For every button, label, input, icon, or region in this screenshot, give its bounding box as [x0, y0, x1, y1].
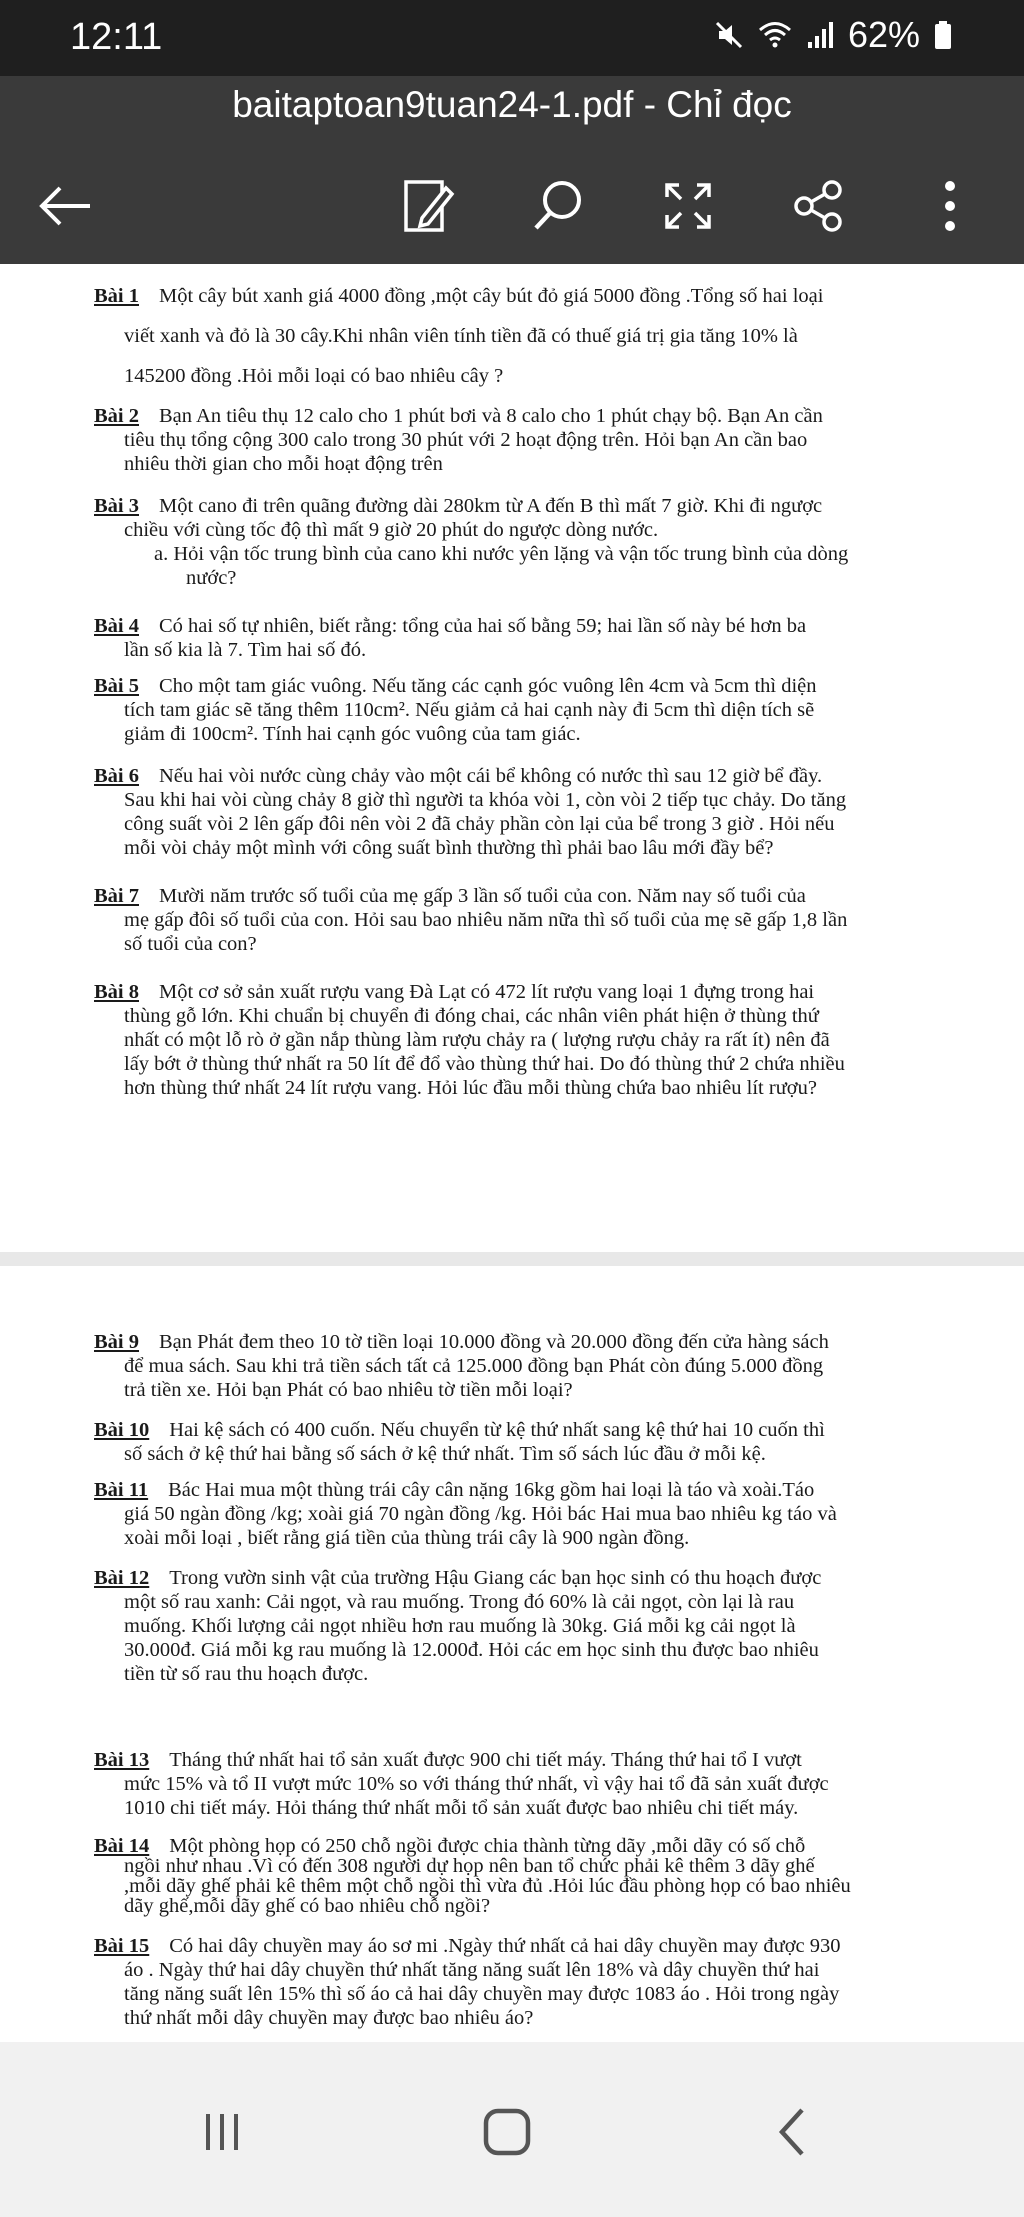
- status-bar: [0, 0, 1024, 76]
- recent-apps-button[interactable]: [182, 2092, 262, 2172]
- problem-5: Bài 5 Cho một tam giác vuông. Nếu tăng các cạnh góc vuông lên 4cm và 5cm thì diện tích tam giác sẽ tăng thêm 110cm². Nếu giảm cả hai cạnh này đi 5cm thì diện tích sẽ giảm đi 100cm². Tính hai cạnh góc vuông của tam giác.: [94, 675, 817, 745]
- back-chevron-icon: [772, 2106, 812, 2158]
- mute-icon: [714, 20, 744, 50]
- problem-6: Bài 6 Nếu hai vòi nước cùng chảy vào một cái bể không có nước thì sau 12 giờ bể đầy. Sau khi hai vòi cùng chảy 8 giờ thì người ta khóa vòi 1, còn vòi 2 tiếp tục chảy. Do tăng công suất vòi 2 lên gấp đôi nên vòi 2 đã chảy phần còn lại của bể trong 3 giờ . Hỏi nếu mỗi vòi chảy một mình với công suất bình thường thì phải bao lâu mới đầy bể?: [94, 765, 847, 859]
- problem-9: Bài 9 Bạn Phát đem theo 10 tờ tiền loại 10.000 đồng và 20.000 đồng đến cửa hàng sách để mua sách. Sau khi trả tiền sách tất cả 125.000 đồng bạn Phát còn đúng 5.000 đồng trả tiền xe. Hỏi bạn Phát có bao nhiêu tờ tiền mỗi loại?: [94, 1331, 829, 1401]
- navigation-bar: [0, 2042, 1024, 2217]
- problem-7: Bài 7 Mười năm trước số tuổi của mẹ gấp 3 lần số tuổi của con. Năm nay số tuổi của mẹ gấp đôi số tuổi của con. Hỏi sau bao nhiêu năm nữa thì số tuổi của mẹ sẽ gấp 1,8 lần số tuổi của con?: [94, 885, 848, 955]
- battery-text: 62%: [847, 14, 920, 55]
- problem-13: Bài 13 Tháng thứ nhất hai tổ sản xuất được 900 chi tiết máy. Tháng thứ hai tổ I vượt mức 15% và tổ II vượt mức 10% so với tháng thứ nhất, vì vậy hai tổ đã sản xuất được 1010 chi tiết máy. Hỏi tháng thứ nhất mỗi tổ sản xuất được bao nhiêu chi tiết máy.: [94, 1749, 829, 1819]
- signal-icon: [806, 20, 834, 50]
- fullscreen-icon: [661, 179, 715, 233]
- share-icon: [790, 178, 846, 234]
- home-icon: [481, 2106, 533, 2158]
- problem-4: Bài 4 Có hai số tự nhiên, biết rằng: tổng của hai số bằng 59; hai lần số này bé hơn ba lần số kia là 7. Tìm hai số đó.: [94, 615, 807, 661]
- problem-3: Bài 3 Một cano đi trên quãng đường dài 280km từ A đến B thì mất 7 giờ. Khi đi ngược chiều với cùng tốc độ thì mất 9 giờ 20 phút do ngược dòng nước. a. Hỏi vận tốc trung bình của cano khi nước yên lặng và vận tốc trung bình của dòng nước?: [94, 495, 849, 589]
- recent-apps-icon: [200, 2110, 244, 2154]
- app-bar: [0, 76, 1024, 264]
- search-icon: [528, 176, 588, 236]
- share-button[interactable]: [778, 166, 858, 246]
- problem-2: Bài 2 Bạn An tiêu thụ 12 calo cho 1 phút bơi và 8 calo cho 1 phút chạy bộ. Bạn An cần tiêu thụ tổng cộng 300 calo trong 30 phút với 2 hoạt động trên. Hỏi bạn An cần bao nhiêu thời gian cho mỗi hoạt động trên: [94, 405, 823, 475]
- status-time: 12:11: [70, 16, 163, 58]
- edit-icon: [400, 176, 456, 236]
- problem-14: Bài 14 Một phòng họp có 250 chỗ ngồi được chia thành từng dãy ,mỗi dãy có số chỗ ngồi như nhau .Vì có đến 308 người dự họp nên ban tổ chức phải kê thêm 3 dãy ghế ,mỗi dãy ghế phải kê thêm một chỗ ngồi thì vừa đủ .Hỏi lúc đầu phòng họp có bao nhiêu dãy ghế,mỗi dãy ghế có bao nhiêu chỗ ngồi?: [94, 1835, 851, 1917]
- more-options-button[interactable]: [910, 166, 990, 246]
- edit-button[interactable]: [388, 166, 468, 246]
- search-button[interactable]: [518, 166, 598, 246]
- battery-icon: [934, 20, 952, 50]
- document-title: baitaptoan9tuan24-1.pdf - Chỉ đọc: [232, 84, 792, 125]
- fullscreen-button[interactable]: [648, 166, 728, 246]
- wifi-icon: [758, 20, 792, 50]
- problem-1: Bài 1 Một cây bút xanh giá 4000 đồng ,một cây bút đỏ giá 5000 đồng .Tổng số hai loại viết xanh và đỏ là 30 cây.Khi nhân viên tính tiền đã có thuế giá trị gia tăng 10% là 145200 đồng .Hỏi mỗi loại có bao nhiêu cây ?: [94, 285, 824, 387]
- problem-15: Bài 15 Có hai dây chuyền may áo sơ mi .Ngày thứ nhất cả hai dây chuyền may được 930 áo . Ngày thứ hai dây chuyền thứ nhất tăng năng suất lên 18% và dây chuyền thứ hai tăng năng suất lên 15% thì số áo cả hai dây chuyền may được 1083 áo . Hỏi trong ngày thứ nhất mỗi dây chuyền may được bao nhiêu áo?: [94, 1935, 841, 2029]
- home-button[interactable]: [467, 2092, 547, 2172]
- problem-10: Bài 10 Hai kệ sách có 400 cuốn. Nếu chuyển từ kệ thứ nhất sang kệ thứ hai 10 cuốn thì số sách ở kệ thứ hai bằng số sách ở kệ thứ nhất. Tìm số sách lúc đầu ở mỗi kệ.: [94, 1419, 825, 1465]
- problem-8: Bài 8 Một cơ sở sản xuất rượu vang Đà Lạt có 472 lít rượu vang loại 1 đựng trong hai thùng gỗ lớn. Khi chuẩn bị chuyển đi đóng chai, các nhân viên phát hiện ở thùng thứ nhất có một lỗ rò ở gần nắp thùng làm rượu chảy ra ( lượng rượu chảy ra rất ít) nên đã lấy bớt ở thùng thứ nhất ra 50 lít để đổ vào thùng thứ hai. Do đó thùng thứ 2 chứa nhiều hơn thùng thứ nhất 24 lít rượu vang. Hỏi lúc đầu mỗi thùng chứa bao nhiêu lít rượu?: [94, 981, 845, 1099]
- back-arrow-icon: [36, 181, 96, 231]
- status-icons: [714, 14, 952, 56]
- more-icon: [940, 178, 960, 234]
- problem-12: Bài 12 Trong vườn sinh vật của trường Hậu Giang các bạn học sinh có thu hoạch được một số rau xanh: Cải ngọt, và rau muống. Trong đó 60% là cải ngọt, còn lại là rau muống. Khối lượng cải ngọt nhiều hơn rau muống là 30kg. Giá mỗi kg cải ngọt là 30.000đ. Giá mỗi kg rau muống là 12.000đ. Hỏi các em học sinh thu được bao nhiêu tiền từ số rau thu hoạch được.: [94, 1567, 822, 1685]
- back-button[interactable]: [26, 166, 106, 246]
- problem-11: Bài 11 Bác Hai mua một thùng trái cây cân nặng 16kg gồm hai loại là táo và xoài.Táo giá 50 ngàn đồng /kg; xoài giá 70 ngàn đồng /kg. Hỏi bác Hai mua bao nhiêu kg táo và xoài mỗi loại , biết rằng giá tiền của thùng trái cây là 900 ngàn đồng.: [94, 1479, 837, 1549]
- back-nav-button[interactable]: [752, 2092, 832, 2172]
